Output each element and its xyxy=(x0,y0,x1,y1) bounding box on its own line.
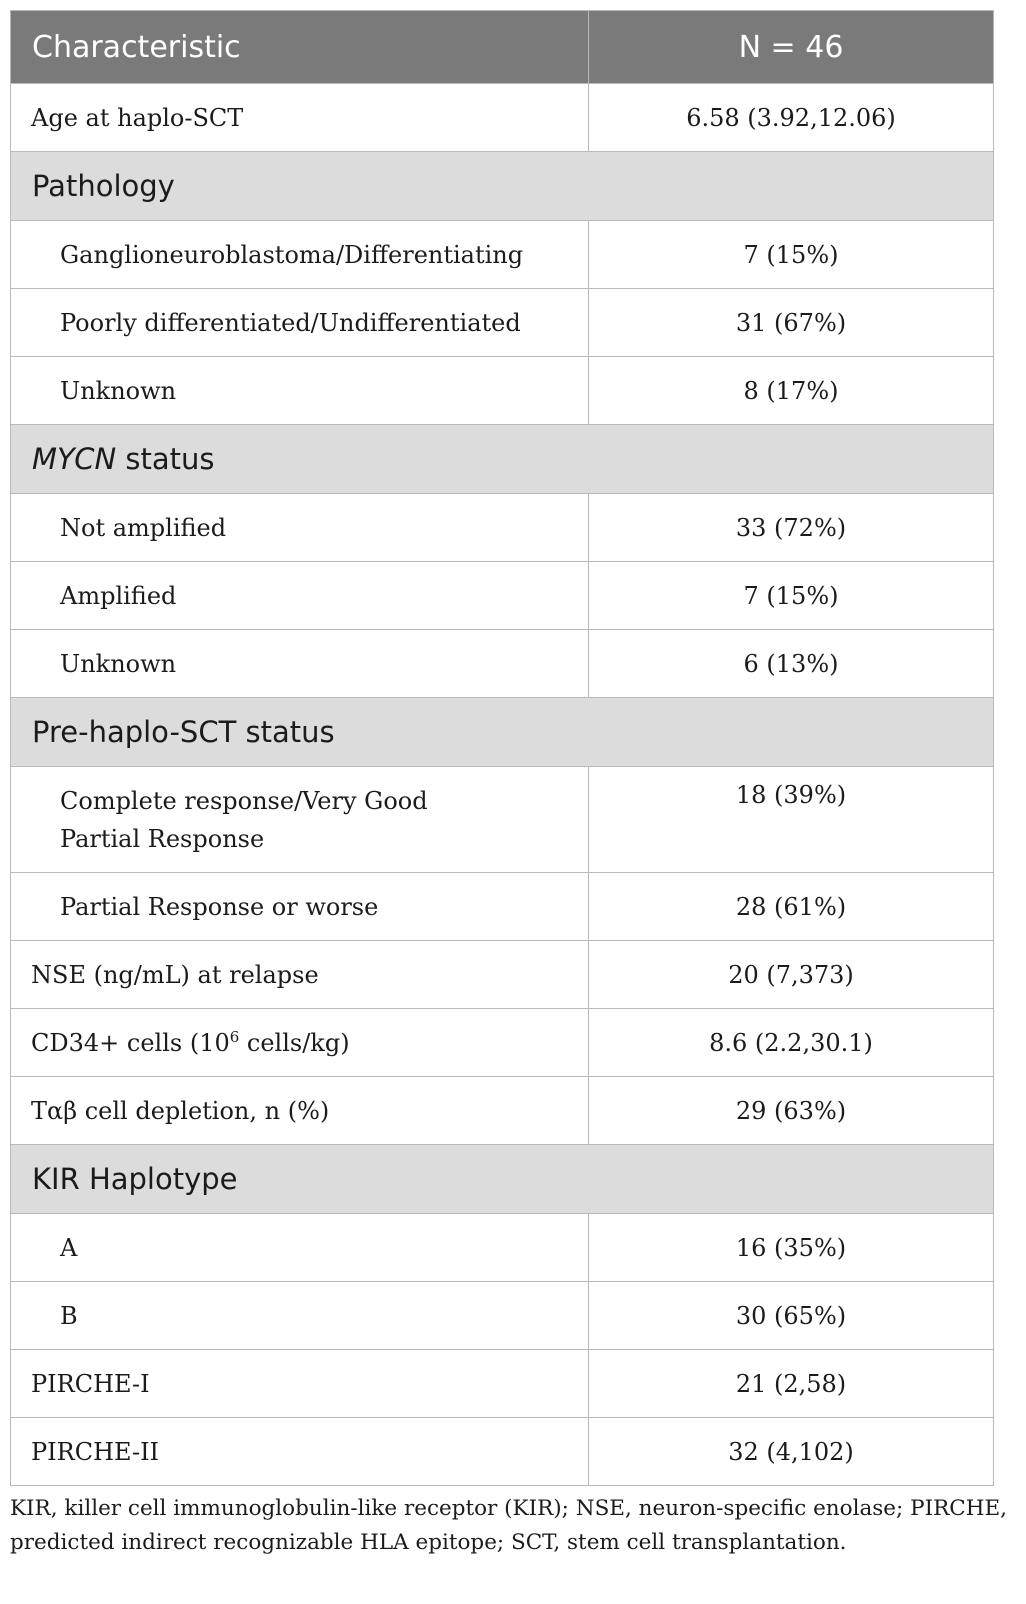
row-label: Poorly differentiated/Undifferentiated xyxy=(11,289,589,357)
section-header-kir-haplotype xyxy=(11,1145,994,1214)
section-title: KIR Haplotype xyxy=(11,1145,994,1214)
row-label: PIRCHE-II xyxy=(11,1418,589,1486)
row-value: 30 (65%) xyxy=(589,1282,994,1350)
row-value: 6.58 (3.92,12.06) xyxy=(589,84,994,152)
table-row-tab-depletion xyxy=(11,1077,994,1145)
characteristics-table xyxy=(10,10,994,1486)
row-value: 31 (67%) xyxy=(589,289,994,357)
row-label: Unknown xyxy=(11,630,589,698)
table-row xyxy=(11,873,994,941)
table-row xyxy=(11,630,994,698)
section-title-rest: status xyxy=(116,442,215,476)
row-value: 21 (2,58) xyxy=(589,1350,994,1418)
table-row xyxy=(11,221,994,289)
table-row xyxy=(11,289,994,357)
row-value: 16 (35%) xyxy=(589,1214,994,1282)
section-header-mycn-status xyxy=(11,425,994,494)
table-row xyxy=(11,1282,994,1350)
row-label: Unknown xyxy=(11,357,589,425)
table-row xyxy=(11,1214,994,1282)
row-label: NSE (ng/mL) at relapse xyxy=(11,941,589,1009)
row-label: Tαβ cell depletion, n (%) xyxy=(11,1077,589,1145)
row-label: Amplified xyxy=(11,562,589,630)
table-row-nse xyxy=(11,941,994,1009)
row-label-post: cells/kg) xyxy=(239,1028,350,1057)
table-footnote: KIR, killer cell immunoglobulin-like receptor (KIR); NSE, neuron-specific enolase; PIRCHE, predicted indirect recognizable HLA epitope; SCT, stem cell transplantation. xyxy=(10,1496,1007,1555)
section-header-pathology xyxy=(11,152,994,221)
table-row-pirche-2 xyxy=(11,1418,994,1486)
row-label: Age at haplo-SCT xyxy=(11,84,589,152)
row-label xyxy=(11,767,589,873)
table-header-row xyxy=(11,11,994,84)
row-value: 33 (72%) xyxy=(589,494,994,562)
row-label-line-1: Complete response/Very Good xyxy=(60,786,428,815)
gene-name: MYCN xyxy=(32,442,117,476)
table-row-age xyxy=(11,84,994,152)
table-row xyxy=(11,562,994,630)
section-title: Pre-haplo-SCT status xyxy=(11,698,994,767)
row-value: 8 (17%) xyxy=(589,357,994,425)
exponent: 6 xyxy=(229,1027,240,1046)
table-row-pirche-1 xyxy=(11,1350,994,1418)
table-row-cd34 xyxy=(11,1009,994,1077)
table-row xyxy=(11,357,994,425)
column-header-characteristic: Characteristic xyxy=(11,11,589,84)
table-row xyxy=(11,494,994,562)
column-header-n: N = 46 xyxy=(589,11,994,84)
row-label: Not amplified xyxy=(11,494,589,562)
row-label-pre: CD34+ cells (10 xyxy=(31,1028,230,1057)
section-header-pre-haplo-sct-status xyxy=(11,698,994,767)
row-value: 6 (13%) xyxy=(589,630,994,698)
row-label: B xyxy=(11,1282,589,1350)
row-label xyxy=(11,1009,589,1077)
section-title: Pathology xyxy=(11,152,994,221)
row-label: A xyxy=(11,1214,589,1282)
row-value: 7 (15%) xyxy=(589,562,994,630)
row-value: 7 (15%) xyxy=(589,221,994,289)
row-value: 32 (4,102) xyxy=(589,1418,994,1486)
row-label: PIRCHE-I xyxy=(11,1350,589,1418)
characteristics-table-container xyxy=(10,10,993,1486)
row-value: 8.6 (2.2,30.1) xyxy=(589,1009,994,1077)
row-label-line-2: Partial Response xyxy=(60,824,265,853)
row-value: 18 (39%) xyxy=(589,767,994,873)
row-label: Partial Response or worse xyxy=(11,873,589,941)
section-title xyxy=(11,425,994,494)
row-value: 28 (61%) xyxy=(589,873,994,941)
row-value: 20 (7,373) xyxy=(589,941,994,1009)
row-label: Ganglioneuroblastoma/Differentiating xyxy=(11,221,589,289)
table-row xyxy=(11,767,994,873)
row-value: 29 (63%) xyxy=(589,1077,994,1145)
